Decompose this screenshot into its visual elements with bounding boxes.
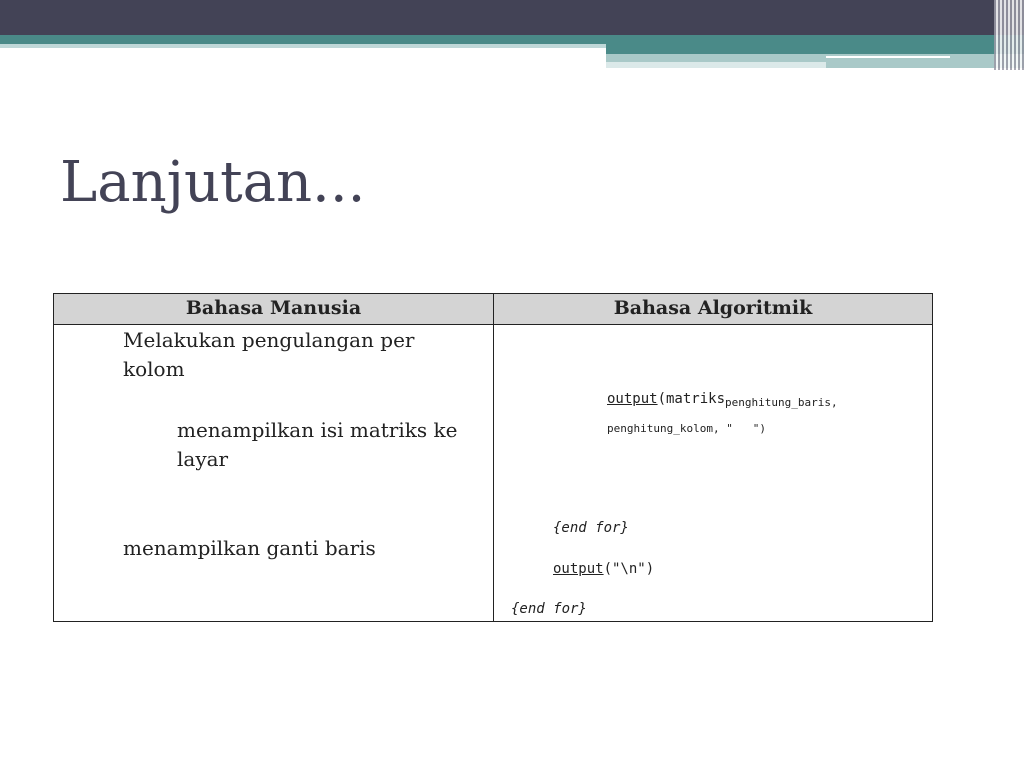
comparison-table [53,293,933,622]
output-keyword: output [607,391,658,407]
algo-end-for-inner: {end for} [553,520,629,536]
top-light-bar [0,44,606,48]
top-dark-bar [0,0,1024,35]
top-white-line [826,56,950,58]
human-line-1a: Melakukan pengulangan per [123,328,415,352]
algo-end-for-outer: {end for} [511,601,587,617]
top-teal-bar-right [606,44,1024,54]
corner-stripes [994,0,1024,70]
column-divider [493,294,494,621]
human-line-2b: layar [177,447,229,471]
matriks-text: (matriks [657,391,726,407]
algo-output-line-2: penghitung_kolom, " ") [607,422,766,435]
header-bahasa-manusia: Bahasa Manusia [185,297,362,319]
algo-output-line [607,391,838,409]
newline-arg: ("\n") [603,561,655,577]
header-bahasa-algoritmik: Bahasa Algoritmik [613,297,813,319]
human-line-2a: menampilkan isi matriks ke [177,418,458,442]
top-teal-bar [0,35,1024,44]
matriks-subscript: penghitung_baris, [725,396,838,409]
human-line-1b: kolom [123,357,185,381]
slide-title: Lanjutan... [60,150,366,215]
algo-output-newline [553,561,654,577]
human-line-3: menampilkan ganti baris [123,536,376,560]
output-keyword-2: output [553,561,604,577]
top-pale-line [606,62,826,68]
